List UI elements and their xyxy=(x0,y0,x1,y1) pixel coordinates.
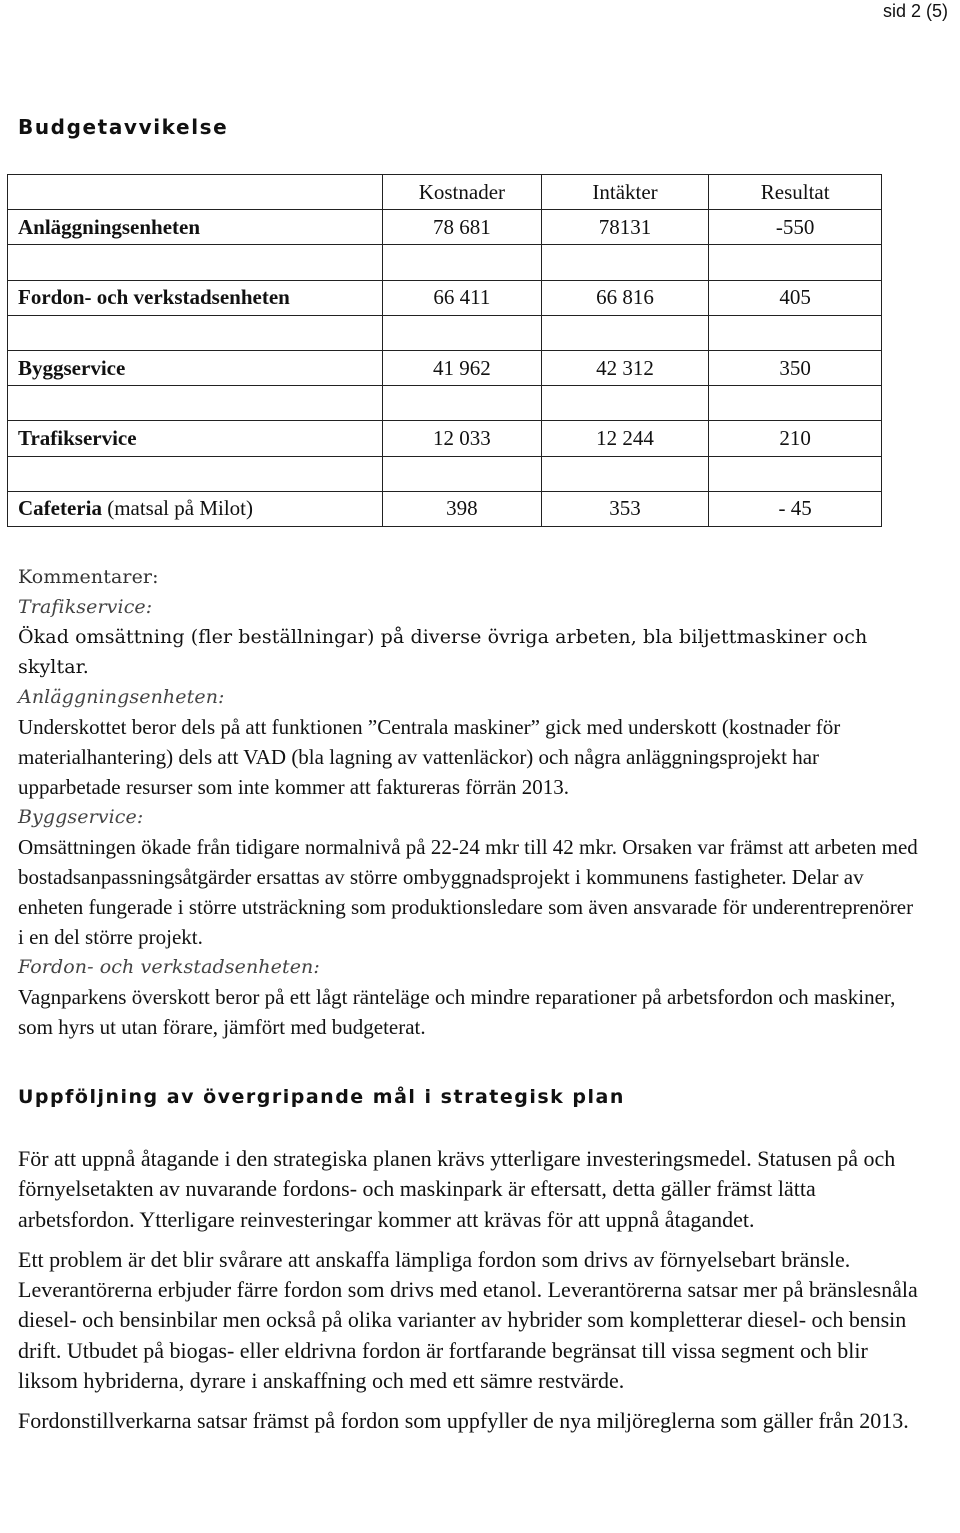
row-resultat: 210 xyxy=(709,421,882,456)
comment-label-anlaggningsenheten: Anläggningsenheten: xyxy=(18,686,225,708)
comment-text-byggservice: Omsättningen ökade från tidigare normalnivå på 22-24 mkr till 42 mkr. Orsaken var främst att arbeten med bostadsanpassningsåtgärder ersattas av större ombyggnadsprojekt i kommunens fastigheter. Delar av enheten fungerade i större utsträckning som produktionsledare som även ansvarade för underentreprenörer i en del större projekt. xyxy=(18,835,918,949)
row-kostnader: 66 411 xyxy=(383,280,542,315)
header-kostnader: Kostnader xyxy=(383,175,542,210)
plan-paragraph: För att uppnå åtagande i den strategiska planen krävs ytterligare investeringsmedel. Statusen på och förnyelsetakten av nuvarande fordons- och maskinpark är eftersatt, detta gäller främst lätta arbetsfordon. Ytterligare reinvesteringar kommer att krävas för att uppnå åtagandet. xyxy=(18,1146,896,1232)
row-kostnader: 41 962 xyxy=(383,350,542,385)
table-spacer-row xyxy=(8,456,882,491)
row-kostnader: 78 681 xyxy=(383,210,542,245)
plan-section xyxy=(18,1144,928,1447)
table-row xyxy=(8,491,882,526)
row-name: Byggservice xyxy=(8,350,383,385)
comment-text-fordon: Vagnparkens överskott beror på ett lågt ränteläge och mindre reparationer på arbetsfordon och maskiner, som hyrs ut utan förare, jämfört med budgeterat. xyxy=(18,985,896,1039)
table-row xyxy=(8,210,882,245)
comment-text-trafikservice: Ökad omsättning (fler beställningar) på diverse övriga arbeten, bla biljettmaskiner och skyltar. xyxy=(18,626,868,678)
header-empty-cell xyxy=(8,175,383,210)
table-spacer-row xyxy=(8,315,882,350)
row-intakter: 78131 xyxy=(541,210,709,245)
comments-title: Kommentarer: xyxy=(18,566,159,588)
row-name: Anläggningsenheten xyxy=(8,210,383,245)
plan-paragraph: Ett problem är det blir svårare att anskaffa lämpliga fordon som drivs av förnyelsebart bränsle. Leverantörerna erbjuder färre fordon som drivs med etanol. Leverantörerna satsar mer på bränslesnåla diesel- och bensinbilar men också på olika varianter av hybrider som kompletterar diesel- och bensin drift. Utbudet på biogas- eller eldrivna fordon är fortfarande begränsat till vissa segment och blir liksom hybriderna, dyrare i anskaffning och med ett sämre restvärde. xyxy=(18,1246,918,1394)
table-spacer-row xyxy=(8,245,882,280)
plan-heading: Uppföljning av övergripande mål i strategisk plan xyxy=(18,1086,625,1108)
row-resultat: -550 xyxy=(709,210,882,245)
comment-label-fordon: Fordon- och verkstadsenheten: xyxy=(18,956,320,978)
table-spacer-row xyxy=(8,386,882,421)
table-row xyxy=(8,280,882,315)
row-name: Cafeteria (matsal på Milot) xyxy=(8,491,383,526)
comments-section xyxy=(18,562,918,1042)
table-header-row xyxy=(8,175,882,210)
table-row xyxy=(8,350,882,385)
row-intakter: 353 xyxy=(541,491,709,526)
row-intakter: 12 244 xyxy=(541,421,709,456)
table-row xyxy=(8,421,882,456)
row-resultat: - 45 xyxy=(709,491,882,526)
row-name: Fordon- och verkstadsenheten xyxy=(8,280,383,315)
row-resultat: 405 xyxy=(709,280,882,315)
budget-heading: Budgetavvikelse xyxy=(18,115,229,139)
budget-table xyxy=(7,174,882,527)
row-resultat: 350 xyxy=(709,350,882,385)
comment-label-trafikservice: Trafikservice: xyxy=(18,596,153,618)
row-intakter: 66 816 xyxy=(541,280,709,315)
row-kostnader: 12 033 xyxy=(383,421,542,456)
page-number: sid 2 (5) xyxy=(882,1,948,21)
comment-label-byggservice: Byggservice: xyxy=(18,806,144,828)
row-kostnader: 398 xyxy=(383,491,542,526)
plan-paragraph: Fordonstillverkarna satsar främst på fordon som uppfyller de nya miljöreglerna som gäller från 2013. xyxy=(18,1408,909,1434)
row-name: Trafikservice xyxy=(8,421,383,456)
row-intakter: 42 312 xyxy=(541,350,709,385)
comment-text-anlaggningsenheten: Underskottet beror dels på att funktionen ”Centrala maskiner” gick med underskott (kostnader för materialhantering) dels att VAD (bla lagning av vattenläckor) och några anläggningsprojekt har upparbetade resurser som inte kommer att faktureras förrän 2013. xyxy=(18,715,841,799)
header-resultat: Resultat xyxy=(709,175,882,210)
header-intakter: Intäkter xyxy=(541,175,709,210)
